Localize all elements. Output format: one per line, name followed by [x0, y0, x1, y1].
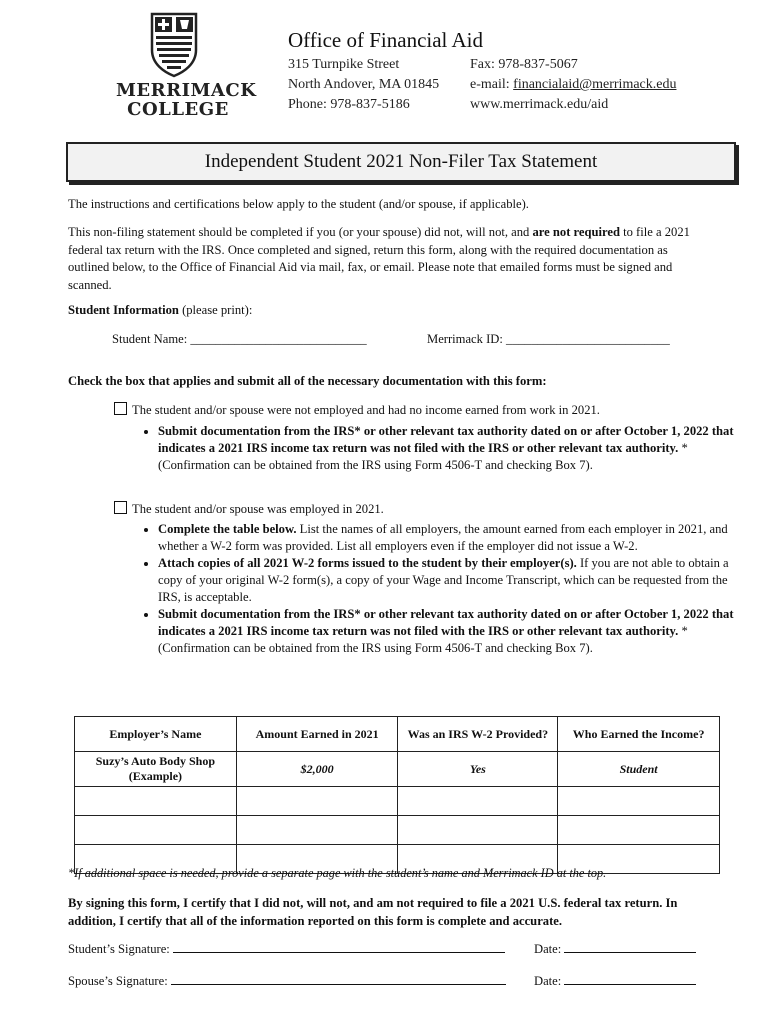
table-row [75, 787, 720, 816]
list-item [158, 423, 746, 474]
table-cell[interactable] [398, 787, 558, 816]
address-city: North Andover, MA 01845 [288, 77, 440, 92]
fax-number: Fax: 978-837-5067 [470, 57, 578, 72]
contact-block [470, 55, 676, 115]
check-heading: Check the box that applies and submit all of the necessary documentation with this form: [68, 374, 547, 388]
student-info-title: Student Information [68, 303, 179, 317]
spouse-date-label: Date: [534, 974, 565, 988]
option-employed-label: The student and/or spouse was employed in 2021. [132, 502, 384, 516]
merrimack-id-field[interactable]: Merrimack ID: __________________________ [427, 332, 670, 346]
list-item [158, 555, 746, 606]
spouse-signature-label: Spouse’s Signature: [68, 974, 171, 988]
student-signature-field[interactable] [173, 940, 505, 953]
option-employed[interactable] [114, 501, 384, 519]
intro-paragraph [68, 224, 698, 294]
bullet-text: List the names of all employers, the amount earned from each employer in 2021, and whether a W-2 form was provided. List all employers even if the employer did not issue a W-2. [158, 522, 728, 553]
table-cell[interactable] [558, 816, 720, 845]
college-crest-icon [150, 12, 198, 78]
office-title: Office of Financial Aid [288, 28, 483, 52]
table-header-row [75, 717, 720, 752]
intro-text-bold: are not required [532, 225, 620, 239]
table-cell[interactable] [236, 787, 398, 816]
employer-table [74, 716, 720, 874]
address-block [288, 55, 439, 115]
example-w2: Yes [398, 752, 558, 787]
table-cell[interactable] [236, 816, 398, 845]
bullet-bold-text: Complete the table below. [158, 522, 297, 536]
list-item [158, 606, 746, 657]
website-url: www.merrimack.edu/aid [470, 97, 609, 112]
table-cell[interactable] [75, 787, 237, 816]
option1-bullets [118, 423, 746, 474]
form-title-box [66, 142, 736, 182]
bullet-text: *(Confirmation can be obtained from the IRS using Form 4506-T and checking Box 7). [158, 624, 688, 655]
example-employer: Suzy’s Auto Body Shop (Example) [75, 752, 237, 787]
student-info-heading [68, 302, 698, 320]
header-amount-earned: Amount Earned in 2021 [236, 717, 398, 752]
spouse-date-line[interactable] [534, 972, 696, 989]
option2-bullets [118, 521, 746, 657]
header-w2-provided: Was an IRS W-2 Provided? [398, 717, 558, 752]
student-date-line[interactable] [534, 940, 696, 957]
bullet-bold-text: Attach copies of all 2021 W-2 forms issued to the student by their employer(s). [158, 556, 577, 570]
logo-text-college: COLLEGE [127, 99, 229, 120]
email-link[interactable]: financialaid@merrimack.edu [513, 77, 677, 92]
phone-number: Phone: 978-837-5186 [288, 97, 410, 112]
table-cell[interactable] [558, 787, 720, 816]
intro-text-b: to file a 2021 federal tax return with the IRS. Once completed and signed, return this form, along with the required documentation as outlined below, to the Office of Financial Aid via mail, fax, or email. Please note that emailed forms must be signed and scanned. [68, 225, 690, 292]
address-street: 315 Turnpike Street [288, 57, 400, 72]
checkbox-employed[interactable] [114, 501, 127, 514]
student-info-note: (please print): [178, 303, 253, 317]
email-label: e-mail: [470, 77, 514, 92]
intro-text-a: This non-filing statement should be completed if you (or your spouse) did not, will not, and [68, 225, 533, 239]
table-row [75, 816, 720, 845]
spouse-signature-line[interactable] [68, 972, 506, 989]
spouse-date-field[interactable] [564, 972, 696, 985]
bullet-text: If you are not able to obtain a copy of your original W-2 form(s), a copy of your Wage and Income Transcript, which can be requested from the IRS, is acceptable. [158, 556, 729, 604]
intro-line: The instructions and certifications below apply to the student (and/or spouse, if applicable). [68, 197, 529, 211]
student-date-label: Date: [534, 942, 565, 956]
header-employer-name: Employer’s Name [75, 717, 237, 752]
list-item [158, 521, 746, 555]
form-title: Independent Student 2021 Non-Filer Tax Statement [204, 151, 598, 172]
bullet-bold-text: Submit documentation from the IRS* or other relevant tax authority dated on or after October 1, 2022 that indicates a 2021 IRS income tax return was not filed with the IRS or other relevant tax authority. [158, 607, 734, 638]
table-cell[interactable] [398, 816, 558, 845]
bullet-text: *(Confirmation can be obtained from the IRS using Form 4506-T and checking Box 7). [158, 441, 688, 472]
email-line [470, 75, 676, 95]
student-date-field[interactable] [564, 940, 696, 953]
option-not-employed-label: The student and/or spouse were not employed and had no income earned from work in 2021. [132, 403, 600, 417]
certification-statement: By signing this form, I certify that I did not, will not, and am not required to file a 2021 U.S. federal tax return. In addition, I certify that all of the information reported on this form is complete and accurate. [68, 896, 678, 928]
table-row-example [75, 752, 720, 787]
spouse-signature-field[interactable] [171, 972, 506, 985]
student-name-field[interactable]: Student Name: ____________________________ [112, 332, 367, 346]
bullet-bold-text: Submit documentation from the IRS* or other relevant tax authority dated on or after October 1, 2022 that indicates a 2021 IRS income tax return was not filed with the IRS or other relevant tax authority. [158, 424, 734, 455]
example-amount: $2,000 [236, 752, 398, 787]
student-signature-label: Student’s Signature: [68, 942, 173, 956]
table-cell[interactable] [75, 816, 237, 845]
footnote: *If additional space is needed, provide a separate page with the student’s name and Merrimack ID at the top. [68, 866, 607, 880]
logo-text-merrimack: MERRIMACK [116, 80, 257, 101]
header-who-earned: Who Earned the Income? [558, 717, 720, 752]
student-signature-line[interactable] [68, 940, 505, 957]
example-earner: Student [558, 752, 720, 787]
checkbox-not-employed[interactable] [114, 402, 127, 415]
option-not-employed[interactable] [114, 402, 600, 420]
